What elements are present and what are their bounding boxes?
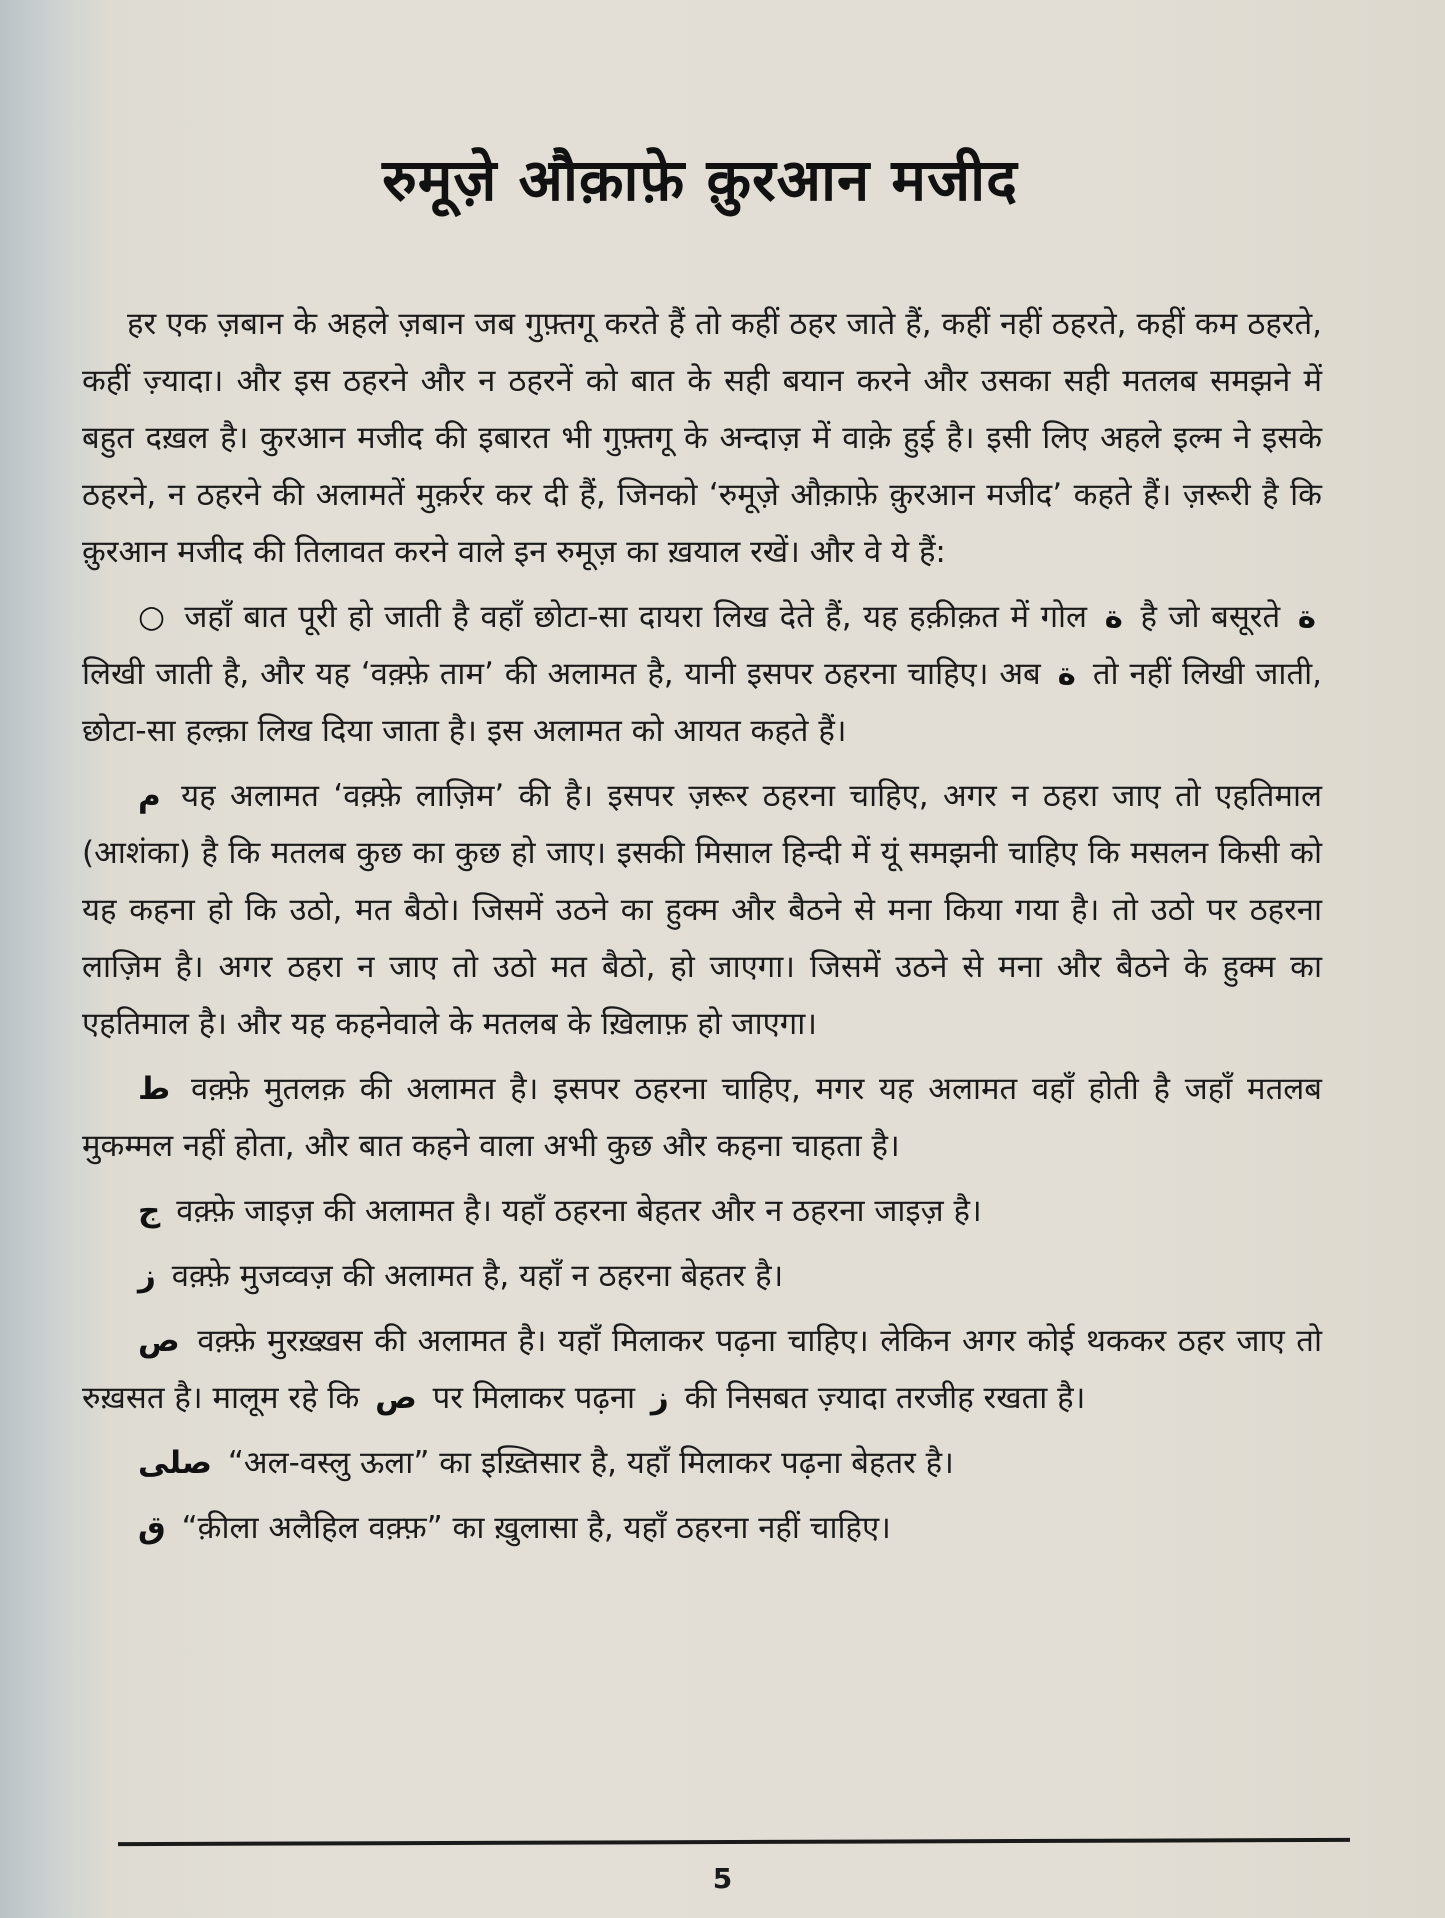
item-text: वक़्फ़े मुतलक़ की अलामत है। इसपर ठहरना चाहिए, मगर यह अलामत वहाँ होती है जहाँ मतलब मुकम्मल नहीं होता, और बात कहने वाला अभी कुछ और कहना चाहता है। [82,1071,1322,1164]
arabic-zay-symbol: ز [138,1258,156,1294]
item-paragraph-aayat [82,589,1322,760]
arabic-zay-symbol: ز [650,1380,669,1416]
item-text: वक़्फ़े जाइज़ की अलामत है। यहाँ ठहरना बेहतर और न ठहरना जाइज़ है। [176,1193,982,1229]
arabic-sad-symbol: ص [375,1380,417,1416]
item-paragraph-mutlaq [82,1061,1322,1175]
item-paragraph-qila [82,1500,1322,1557]
arabic-toa-symbol: ط [138,1071,171,1107]
arabic-sad-symbol: ص [138,1323,180,1359]
page-title: रुमूज़े औक़ाफ़े क़ुरआन मजीद [382,146,1018,214]
arabic-qaf-symbol: ق [138,1510,166,1546]
intro-paragraph: हर एक ज़बान के अहले ज़बान जब गुफ़्तगू करते हैं तो कहीं ठहर जाते हैं, कहीं नहीं ठहरते, कहीं कम ठहरते, कहीं ज़्यादा। और इस ठहरने और न ठहरनें को बात के सही बयान करने और उसका सही मतलब समझने में बहुत दख़ल है। कुरआन मजीद की इबारत भी गुफ़्तगू के अन्दाज़ में वाक़े हुई है। इसी लिए अहले इल्म ने इसके ठहरने, न ठहरने की अलामतें मुक़र्रर कर दी हैं, जिनको ‘रुमूज़े औक़ाफ़े क़ुरआन मजीद’ कहते हैं। ज़रूरी है कि क़ुरआन मजीद की तिलावत करने वाले इन रुमूज़ का ख़याल रखें। और वे ये हैं: [82,306,1322,570]
item-paragraph-mujawwaz [82,1248,1322,1305]
arabic-salla-symbol: صلى [138,1445,212,1481]
item-paragraph-salla [82,1435,1322,1492]
item-text: की निसबत ज़्यादा तरजीह रखता है। [684,1380,1086,1416]
item-text: पर मिलाकर पढ़ना [432,1380,636,1416]
item-text: यह अलामत ‘वक़्फ़े लाज़िम’ की है। इसपर ज़रूर ठहरना चाहिए, अगर न ठहरा जाए तो एहतिमाल (आशंका) है कि मतलब कुछ का कुछ हो जाए। इसकी मिसाल हिन्दी में यूं समझनी चाहिए कि मसलन किसी को यह कहना हो कि उठो, मत बैठो। जिसमें उठने का हुक्म और बैठने से मना किया गया है। तो उठो पर ठहरना लाज़िम है। अगर ठहरा न जाए तो उठो मत बैठो, हो जाएगा। जिसमें उठने से मना और बैठने के हुक्म का एहतिमाल है। और यह कहनेवाले के मतलब के ख़िलाफ़ हो जाएगा। [82,778,1323,1042]
item-text: “अल-वस्लु ऊला” का इख़्तिसार है, यहाँ मिलाकर पढ़ना बेहतर है। [227,1445,954,1481]
circle-symbol: ○ [138,599,167,635]
item-text: “क़ीला अलैहिल वक़्फ़” का ख़ुलासा है, यहाँ ठहरना नहीं चाहिए। [181,1510,891,1546]
arabic-ta-marbuta-symbol: ة [1057,656,1076,692]
footer-divider [118,1838,1350,1846]
arabic-ta-marbuta-symbol: ة [1104,599,1123,635]
item-text: वक़्फ़े मुरख़्ख़स की अलामत है। यहाँ मिलाकर पढ़ना चाहिए। लेकिन अगर कोई थककर ठहर जाए तो रुख़सत है। मालूम रहे कि [82,1323,1323,1416]
item-paragraph-murakhkhas [82,1313,1322,1427]
page-number: 5 [712,1862,733,1895]
arabic-ta-marbuta-symbol: ة [1297,599,1316,635]
item-text: है जो बसूरते [1140,599,1281,635]
item-text: वक़्फ़े मुजव्वज़ की अलामत है, यहाँ न ठहरना बेहतर है। [171,1258,784,1294]
item-text: लिखी जाती है, और यह ‘वक़्फ़े ताम’ की अलामत है, यानी इसपर ठहरना चाहिए। अब [82,656,1041,692]
item-text: तो नहीं लिखी जाती, छोटा-सा हल्क़ा लिख दिया जाता है। इस अलामत को आयत कहते हैं। [82,656,1322,749]
page-body [82,296,1322,1565]
arabic-jeem-symbol: ج [138,1193,161,1229]
arabic-meem-symbol: م [138,778,161,814]
item-paragraph-lazim [82,768,1322,1053]
item-text: जहाँ बात पूरी हो जाती है वहाँ छोटा-सा दायरा लिख देते हैं, यह हक़ीक़त में गोल [184,599,1088,635]
item-paragraph-jaiz [82,1183,1322,1240]
